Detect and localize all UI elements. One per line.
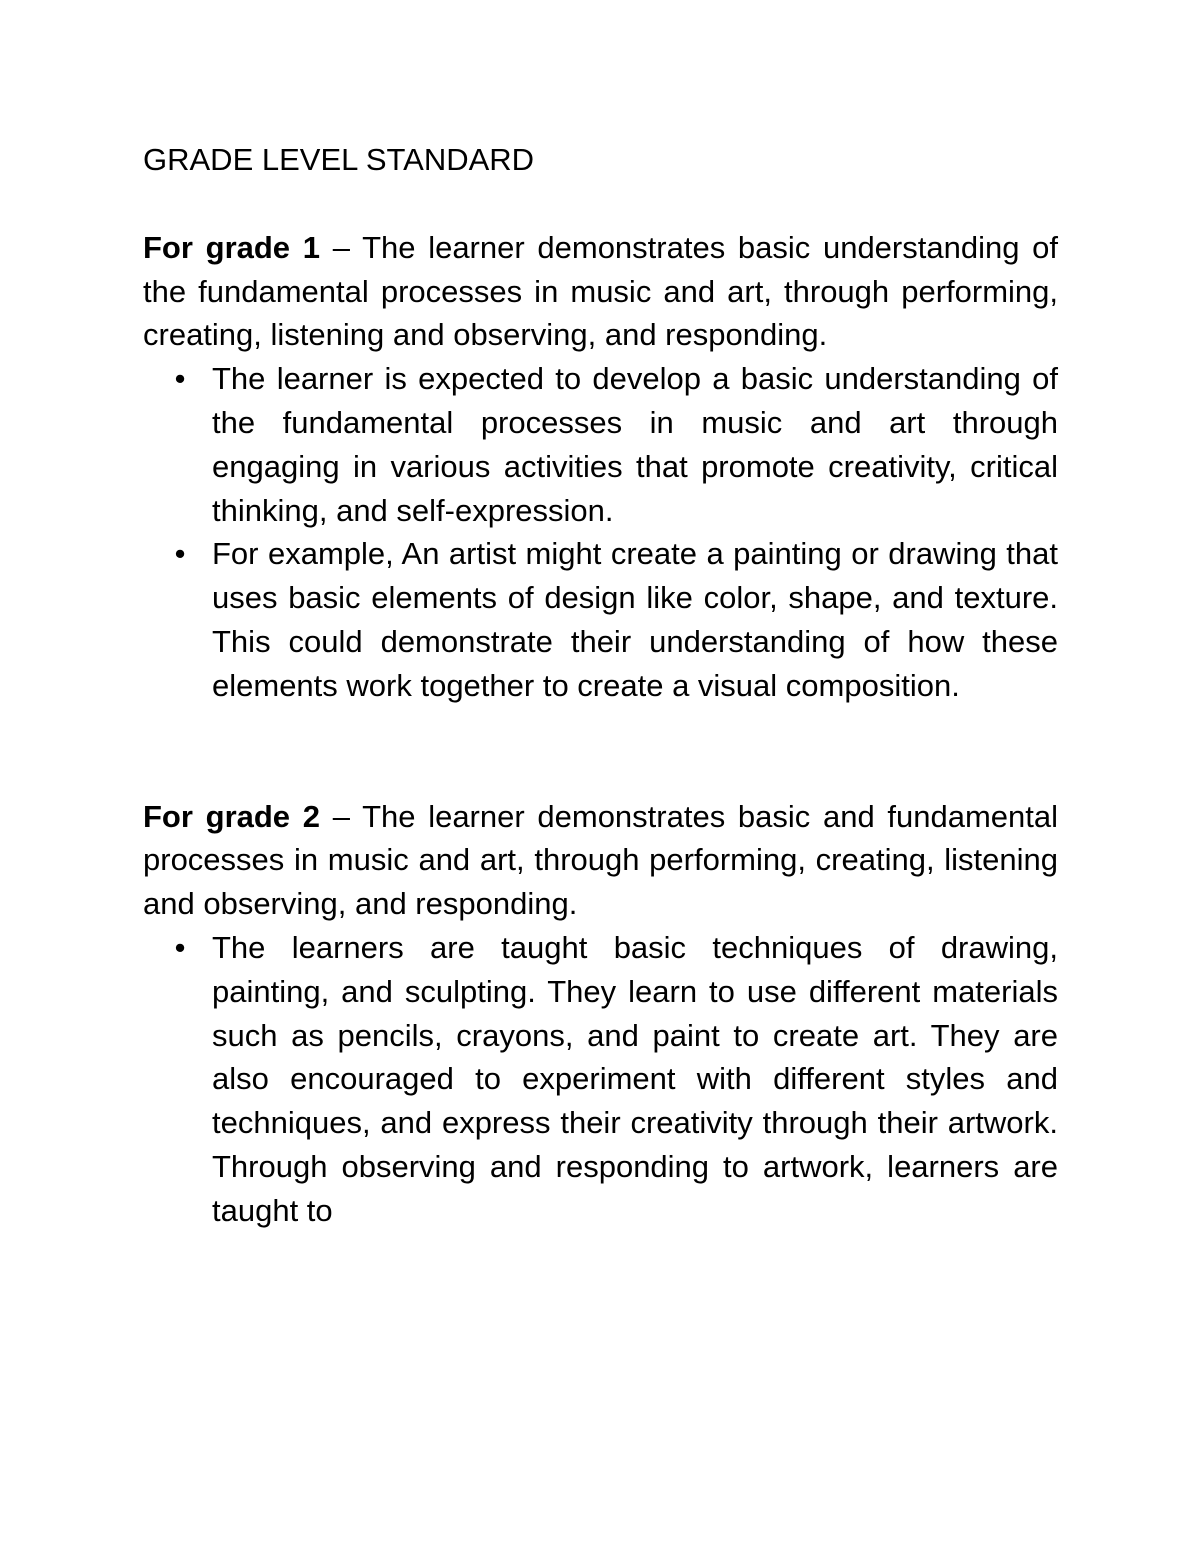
grade-2-section xyxy=(143,795,1058,1233)
list-item xyxy=(174,532,1058,707)
list-item-text: For example, An artist might create a painting or drawing that uses basic elements of design like color, shape, and texture. This could demonstrate their understanding of how these elements work together to create a visual composition. xyxy=(212,536,1058,703)
grade-2-bullet-list xyxy=(143,926,1058,1233)
grade-2-intro: The learner demonstrates basic and fundamental processes in music and art, through performing, creating, listening and observing, and responding. xyxy=(143,798,1059,922)
bullet-icon: • xyxy=(174,929,186,965)
grade-1-paragraph xyxy=(143,226,1058,357)
document-page xyxy=(143,138,1058,1233)
grade-1-intro: The learner demonstrates basic understanding of the fundamental processes in music and art, through performing, creating, listening and observing, and responding. xyxy=(143,229,1059,353)
list-item-text: The learner is expected to develop a basic understanding of the fundamental processes in music and art through engaging in various activities that promote creativity, critical thinking, and self-expression. xyxy=(212,361,1058,528)
section-spacer xyxy=(143,708,1058,795)
list-item xyxy=(174,357,1058,532)
grade-1-label: For grade 1 xyxy=(143,229,320,265)
grade-2-paragraph xyxy=(143,795,1058,926)
grade-2-dash: – xyxy=(320,798,363,834)
grade-2-label: For grade 2 xyxy=(143,798,320,834)
bullet-icon: • xyxy=(174,361,186,397)
list-item-text: The learners are taught basic techniques of drawing, painting, and sculpting. They learn to use different materials such as pencils, crayons, and paint to create art. They are also encouraged to experiment with different styles and techniques, and express their creativity through their artwork. Through observing and responding to artwork, learners are taught to xyxy=(212,929,1058,1228)
bullet-icon: • xyxy=(174,536,186,572)
grade-1-dash: – xyxy=(320,229,363,265)
page-title: GRADE LEVEL STANDARD xyxy=(143,142,535,177)
grade-1-section xyxy=(143,226,1058,708)
grade-1-bullet-list xyxy=(143,357,1058,707)
list-item xyxy=(174,926,1058,1233)
